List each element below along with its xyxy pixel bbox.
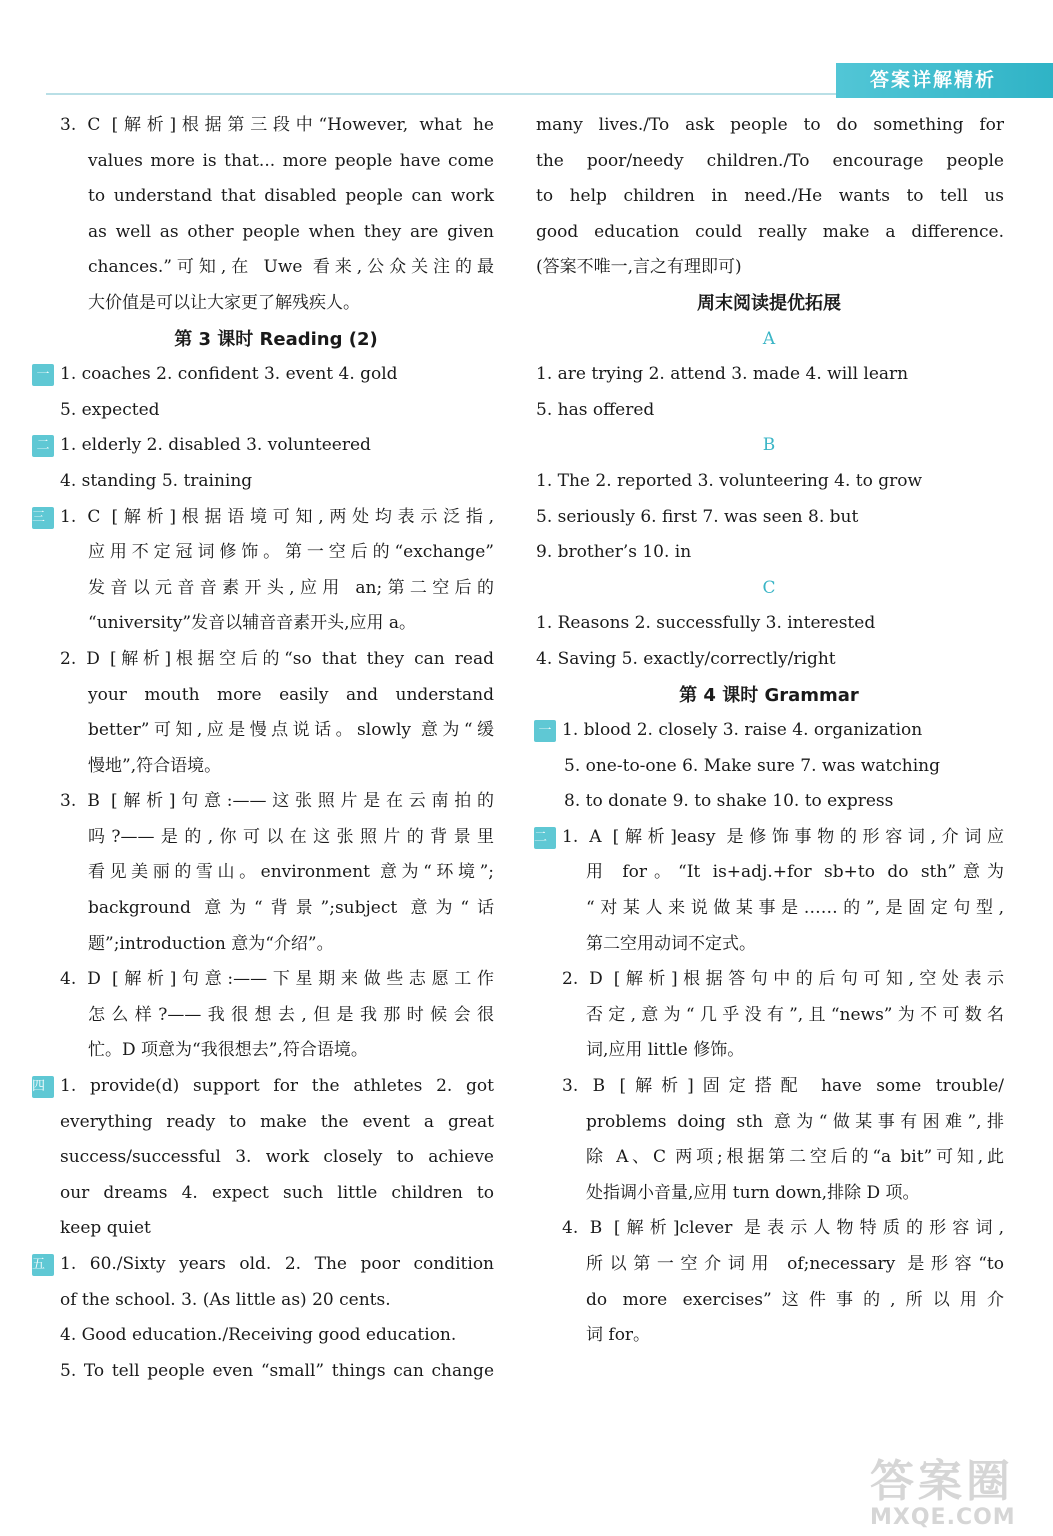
- line-text: 应用不定冠词修饰。第一空后的“exchange”: [88, 542, 494, 563]
- text-line: [534, 855, 1004, 891]
- text-line: [32, 1069, 494, 1105]
- text-line: [58, 250, 494, 286]
- text-line: [534, 179, 1004, 215]
- text-line: [58, 1211, 494, 1247]
- part-letter: [534, 428, 1004, 464]
- line-text: to help children in need./He wants to tell us: [536, 186, 1004, 207]
- text-line: [534, 500, 1004, 536]
- text-line: [58, 642, 494, 678]
- text-line: [534, 108, 1004, 144]
- text-line: [534, 215, 1004, 251]
- line-text: do more exercises”这件事的,所以用介: [586, 1289, 1004, 1310]
- line-text: 词 for。: [586, 1325, 651, 1346]
- line-text: 否定,意为“几乎没有”,且“news”为不可数名: [586, 1004, 1004, 1025]
- line-text: 所以第一空介词用 of;necessary 是形容“to: [586, 1254, 1004, 1274]
- line-text: 1. A [解析]easy 是修饰事物的形容词,介词应: [562, 826, 1004, 847]
- line-text: 1. C [解析]根据语境可知,两处均表示泛指,: [60, 506, 494, 527]
- text-line: [58, 464, 494, 500]
- line-text: background 意为“背景”;subject 意为“话: [88, 898, 494, 919]
- line-text: 3. C [解析]根据第三段中“However, what he: [60, 115, 494, 135]
- text-line: [534, 144, 1004, 180]
- text-line: [534, 1105, 1004, 1141]
- text-line: [58, 179, 494, 215]
- text-line: [58, 1140, 494, 1176]
- text-line: [58, 784, 494, 820]
- line-text: 1. 60./Sixty years old. 2. The poor condition: [60, 1254, 494, 1274]
- line-text: B: [762, 435, 776, 456]
- line-text: 5. To tell people even “small” things can change: [60, 1360, 494, 1381]
- line-text: 大价值是可以让大家更了解残疾人。: [88, 292, 360, 313]
- right-column: [534, 108, 1004, 1354]
- watermark-logo: 答案圈 MXQE.COM: [870, 1456, 1016, 1530]
- line-text: chances.”可知,在 Uwe 看来,公众关注的最: [88, 257, 494, 278]
- line-text: values more is that... more people have come: [88, 150, 494, 171]
- text-line: [58, 1354, 494, 1390]
- text-line: [534, 1318, 1004, 1354]
- text-line: [534, 535, 1004, 571]
- line-text: 1. Reasons 2. successfully 3. interested: [536, 613, 876, 634]
- line-text: our dreams 4. expect such little children to: [60, 1182, 494, 1203]
- text-line: [58, 1033, 494, 1069]
- line-text: 1. blood 2. closely 3. raise 4. organization: [562, 720, 923, 741]
- text-line: [58, 927, 494, 963]
- text-line: [58, 215, 494, 251]
- text-line: [58, 713, 494, 749]
- text-line: [32, 1247, 494, 1283]
- line-text: 3. B [解析]固定搭配 have some trouble/: [562, 1076, 1004, 1097]
- section-number-badge: 一: [32, 364, 54, 386]
- text-line: [58, 286, 494, 322]
- line-text: 处指调小音量,应用 turn down,排除 D 项。: [586, 1182, 920, 1203]
- part-letter: [534, 322, 1004, 358]
- line-text: problems doing sth 意为“做某事有困难”,排: [586, 1111, 1004, 1132]
- line-text: “university”发音以辅音音素开头,应用 a。: [88, 613, 417, 634]
- text-line: [534, 1033, 1004, 1069]
- line-text: 1. provide(d) support for the athletes 2. got: [60, 1076, 494, 1097]
- text-line: [534, 749, 1004, 785]
- text-line: [534, 1283, 1004, 1319]
- left-column: [32, 108, 494, 1389]
- line-text: 1. The 2. reported 3. volunteering 4. to grow: [536, 470, 923, 491]
- text-line: [58, 1283, 494, 1319]
- line-text: 题”;introduction 意为“介绍”。: [88, 933, 334, 954]
- line-text: the poor/needy children./To encourage people: [536, 150, 1004, 171]
- text-line: [32, 500, 494, 536]
- line-text: as well as other people when they are given: [88, 221, 494, 242]
- text-line: [58, 891, 494, 927]
- section-title: [534, 678, 1004, 714]
- line-text: A: [762, 328, 776, 349]
- header-rule: [46, 93, 836, 95]
- text-line: [534, 642, 1004, 678]
- text-line: [534, 606, 1004, 642]
- text-line: [534, 393, 1004, 429]
- line-text: good education could really make a difference.: [536, 221, 1004, 242]
- text-line: [58, 962, 494, 998]
- text-line: [58, 1176, 494, 1212]
- text-line: [534, 1247, 1004, 1283]
- section-number-badge: 二: [534, 827, 556, 849]
- line-text: 4. D [解析]句意:——下星期来做些志愿工作: [60, 969, 494, 990]
- line-text: 8. to donate 9. to shake 10. to express: [564, 791, 894, 812]
- text-line: [58, 820, 494, 856]
- text-line: [534, 820, 1004, 856]
- text-line: [534, 1211, 1004, 1247]
- text-line: [58, 678, 494, 714]
- line-text: your mouth more easily and understand: [88, 684, 494, 705]
- text-line: [58, 998, 494, 1034]
- text-line: [534, 927, 1004, 963]
- line-text: (答案不唯一,言之有理即可): [536, 257, 742, 278]
- line-text: 第 4 课时 Grammar: [679, 684, 859, 706]
- line-text: 3. B [解析]句意:——这张照片是在云南拍的: [60, 791, 494, 812]
- section-title: [58, 322, 494, 358]
- line-text: 9. brother’s 10. in: [536, 542, 692, 563]
- line-text: 第二空用动词不定式。: [586, 933, 756, 954]
- text-line: [534, 784, 1004, 820]
- line-text: 1. are trying 2. attend 3. made 4. will learn: [536, 364, 909, 385]
- line-text: success/successful 3. work closely to achieve: [60, 1147, 494, 1168]
- text-line: [534, 250, 1004, 286]
- text-line: [534, 357, 1004, 393]
- section-number-badge: 五: [32, 1254, 54, 1276]
- text-line: [58, 1318, 494, 1354]
- text-line: [36, 428, 494, 464]
- line-text: 2. D [解析]根据空后的“so that they can read: [60, 648, 494, 669]
- section-title: [534, 286, 1004, 322]
- line-text: 忙。D 项意为“我很想去”,符合语境。: [88, 1040, 368, 1061]
- line-text: 1. elderly 2. disabled 3. volunteered: [60, 435, 371, 456]
- line-text: 周末阅读提优拓展: [697, 292, 841, 314]
- line-text: 4. Good education./Receiving good education.: [60, 1325, 457, 1346]
- line-text: 4. Saving 5. exactly/correctly/right: [536, 648, 836, 669]
- section-number-badge: 三: [32, 507, 54, 529]
- section-tag: 答案详解精析: [836, 63, 1053, 98]
- line-text: 吗?——是的,你可以在这张照片的背景里: [88, 826, 494, 847]
- line-text: 词,应用 little 修饰。: [586, 1040, 745, 1061]
- text-line: [534, 1176, 1004, 1212]
- text-line: [534, 891, 1004, 927]
- text-line: [534, 1069, 1004, 1105]
- line-text: 用 for。“It is+adj.+for sb+to do sth”意为: [586, 862, 1004, 883]
- line-text: 慢地”,符合语境。: [88, 755, 222, 776]
- line-text: 除 A、C 两项;根据第二空后的“a bit”可知,此: [586, 1147, 1004, 1168]
- text-line: [58, 535, 494, 571]
- text-line: [58, 144, 494, 180]
- line-text: C: [762, 577, 776, 598]
- line-text: everything ready to make the event a great: [60, 1111, 494, 1132]
- line-text: 2. D [解析]根据答句中的后句可知,空处表示: [562, 969, 1004, 990]
- section-number-badge: 一: [534, 720, 556, 742]
- line-text: “对某人来说做某事是……的”,是固定句型,: [586, 898, 1004, 919]
- line-text: 5. expected: [60, 399, 160, 420]
- text-line: [58, 855, 494, 891]
- text-line: [58, 571, 494, 607]
- text-line: [534, 464, 1004, 500]
- part-letter: [534, 571, 1004, 607]
- line-text: 5. one-to-one 6. Make sure 7. was watching: [564, 755, 940, 776]
- text-line: [534, 713, 1004, 749]
- text-line: [58, 749, 494, 785]
- line-text: 5. has offered: [536, 399, 655, 420]
- line-text: 1. coaches 2. confident 3. event 4. gold: [60, 364, 398, 385]
- line-text: 4. standing 5. training: [60, 470, 253, 491]
- line-text: to understand that disabled people can work: [88, 186, 494, 207]
- text-line: [534, 962, 1004, 998]
- section-number-badge: 四: [32, 1076, 54, 1098]
- line-text: many lives./To ask people to do something for: [536, 115, 1004, 135]
- line-text: keep quiet: [60, 1218, 151, 1239]
- text-line: [58, 393, 494, 429]
- text-line: [58, 606, 494, 642]
- text-line: [534, 1140, 1004, 1176]
- line-text: of the school. 3. (As little as) 20 cents.: [60, 1289, 391, 1310]
- section-number-badge: 二: [32, 435, 54, 457]
- line-text: 4. B [解析]clever 是表示人物特质的形容词,: [562, 1218, 1004, 1239]
- text-line: [534, 998, 1004, 1034]
- text-line: [58, 1105, 494, 1141]
- line-text: 5. seriously 6. first 7. was seen 8. but: [536, 506, 859, 527]
- text-line: [58, 108, 494, 144]
- line-text: 第 3 课时 Reading (2): [174, 328, 378, 350]
- text-line: [36, 357, 494, 393]
- line-text: 怎么样?——我很想去,但是我那时候会很: [88, 1004, 494, 1025]
- line-text: better”可知,应是慢点说话。slowly 意为“缓: [88, 720, 494, 741]
- line-text: 看见美丽的雪山。environment 意为“环境”;: [88, 862, 494, 883]
- line-text: 发音以元音音素开头,应用 an;第二空后的: [88, 577, 494, 598]
